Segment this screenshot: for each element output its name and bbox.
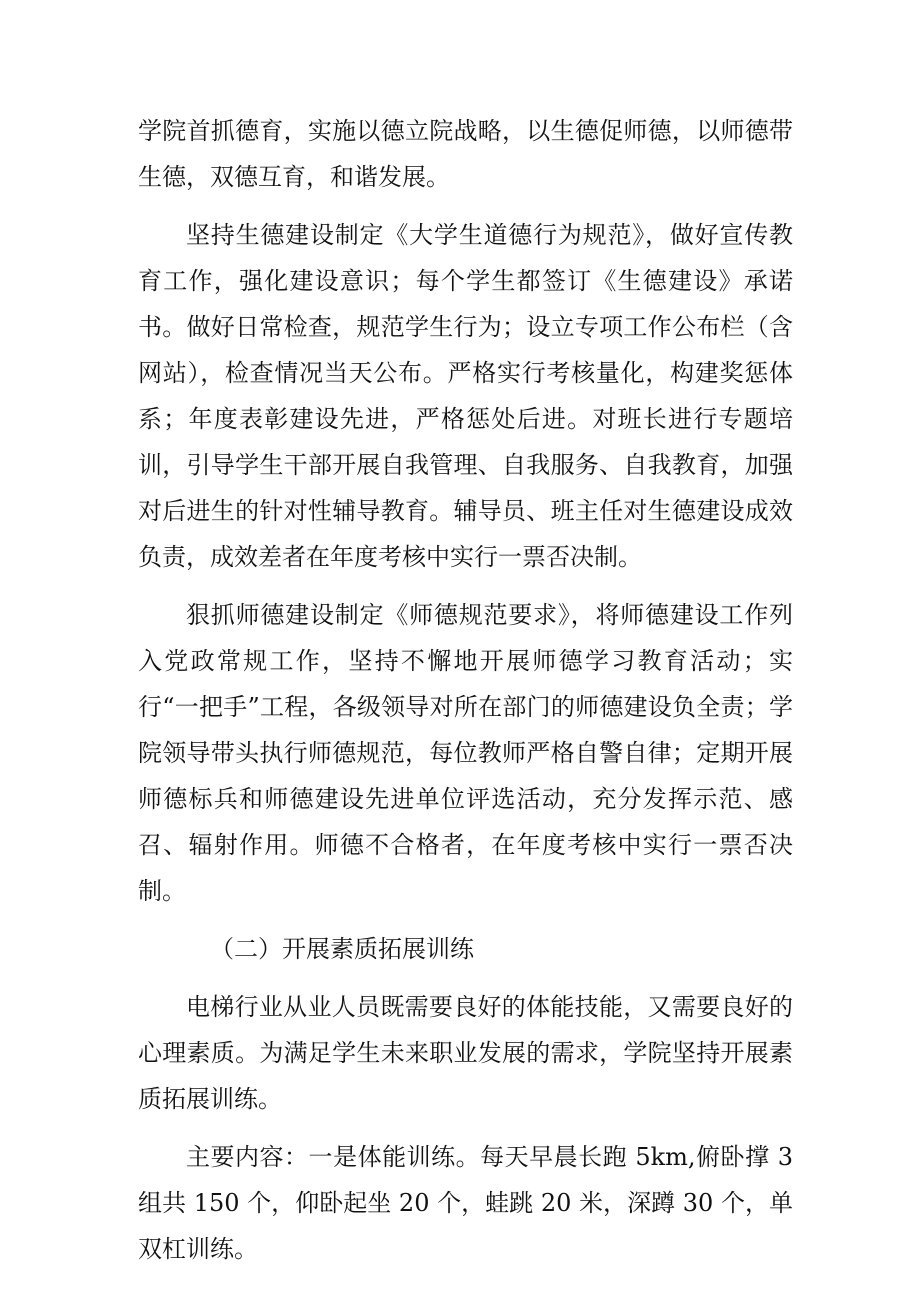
paragraph-student-ethics: 坚持生德建设制定《大学生道德行为规范》，做好宣传教育工作，强化建设意识；每个学生都签订《生德建设》承诺书。做好日常检查，规范学生行为；设立专项工作公布栏（含网站），检查情况当天公布。严格实行考核量化，构建奖惩体系；年度表彰建设先进，严格惩处后进。对班长进行专题培训，引导学生干部开展自我管理、自我服务、自我教育，加强对后进生的针对性辅导教育。辅导员、班主任对生德建设成效负责，成效差者在年度考核中实行一票否决制。 <box>138 221 793 571</box>
paragraph-training-content: 主要内容：一是体能训练。每天早晨长跑 5km,俯卧撑 3 组共 150 个，仰卧起坐 20 个，蛙跳 20 米，深蹲 30 个，单双杠训练。 <box>138 1143 793 1263</box>
document-body <box>138 108 793 1284</box>
paragraph-moral-education-intro: 学院首抓德育，实施以德立院战略，以生德促师德，以师德带生德，双德互育，和谐发展。 <box>138 117 793 191</box>
paragraph-teacher-ethics: 狠抓师德建设制定《师德规范要求》，将师德建设工作列入党政常规工作，坚持不懈地开展师德学习教育活动；实行“一把手”工程，各级领导对所在部门的师德建设负全责；学院领导带头执行师德规范，每位教师严格自警自律；定期开展师德标兵和师德建设先进单位评选活动，充分发挥示范、感召、辐射作用。师德不合格者，在年度考核中实行一票否决制。 <box>138 601 793 905</box>
section-heading: （二）开展素质拓展训练 <box>210 935 474 963</box>
paragraph-quality-training-intro: 电梯行业从业人员既需要良好的体能技能，又需要良好的心理素质。为满足学生未来职业发展的需求，学院坚持开展素质拓展训练。 <box>138 993 793 1113</box>
